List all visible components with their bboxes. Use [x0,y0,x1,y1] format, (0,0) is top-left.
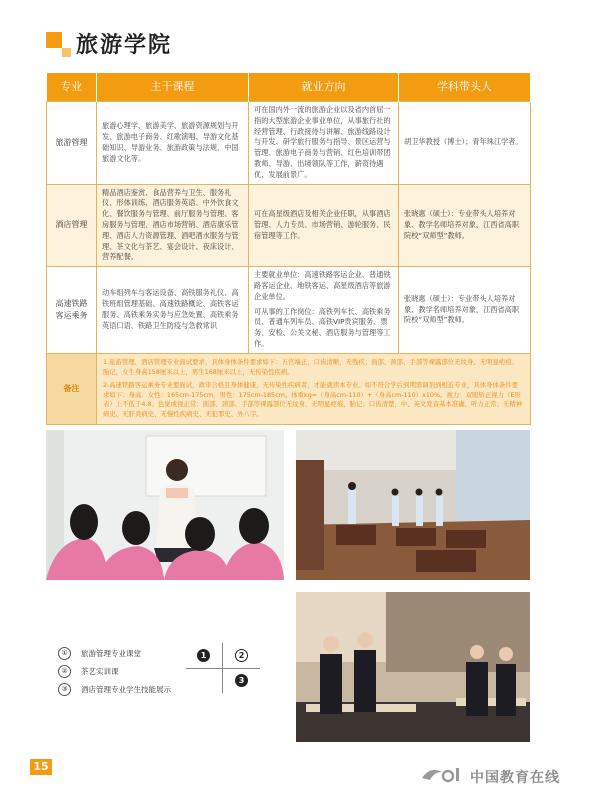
section-header [46,26,346,62]
header-accent-square [46,32,62,48]
col-header-major: 专业 [47,73,97,102]
grid-divider [186,668,260,669]
major-leader: 张晓惠（硕士）：专业带头人培养对象、教学名师培养对象，江西省高职院校“双师型”教师。 [399,184,531,267]
grid-number-2: 2 [235,649,248,662]
major-name: 旅游管理 [47,102,97,185]
table-row [47,184,531,267]
caption-item [58,644,171,662]
note-row [47,353,531,425]
grid-number-1: 1 [197,649,210,662]
major-courses: 动车组列车与客运设备、高铁服务礼仪、高铁班组管理基础、高速铁路概论、高铁客运服务、高铁乘务实务与应急处置、高铁乘务英语口语、铁路卫生防疫与急救常识 [97,267,249,354]
major-courses: 旅游心理学、旅游美学、旅游资源规划与开发、旅游电子商务、红歌演唱、导游文化基础知识、导游业务、旅游政策与法规、中国旅游文化等。 [97,102,249,185]
table-row [47,102,531,185]
careers-part-1: 主要就业单位：高速铁路客运企业、普通铁路客运企业、地铁客运、高星级酒店等旅游企业单位。 [254,270,391,301]
photo-position-key [186,643,260,693]
col-header-careers: 就业方向 [249,73,399,102]
caption-text: 茶艺实训课 [81,666,119,676]
caption-number: ② [58,665,71,678]
note-label: 备注 [47,353,97,425]
table-row [47,267,531,354]
major-name: 高速铁路客运乘务 [47,267,97,354]
tea-art-photo [296,430,530,580]
hotel-skill-photo [296,592,530,742]
brand-name: 中国教育在线 [470,770,560,786]
major-careers [249,267,399,354]
grid-number-3: 3 [235,674,248,687]
caption-number: ③ [58,683,71,696]
brand-logo [420,764,580,786]
page-number: 15 [30,759,52,775]
caption-text: 酒店管理专业学生技能展示 [81,684,171,694]
col-header-leader: 学科带头人 [399,73,531,102]
col-header-courses: 主干课程 [97,73,249,102]
page-title: 旅游学院 [76,33,173,58]
major-name: 酒店管理 [47,184,97,267]
major-courses: 精品酒店鉴赏、食品营养与卫生、服务礼仪、形体训练、酒店服务英语、中外饮食文化、餐饮服务与管理、前厅服务与管理、客房服务与管理、酒店市场营销、酒店康乐管理、酒店人力资源管理、酒吧酒水服务与管理、茶文化与茶艺、宴会设计、夜床设计、营养配餐。 [97,184,249,267]
major-careers: 可在高星级酒店及相关企业任职，从事酒店管理、人力专员、市场营销、游轮服务、民宿管理等工作。 [249,184,399,267]
classroom-photo [46,430,284,580]
caption-number: ① [58,647,71,660]
caption-item [58,680,171,698]
header-accent-square-small [62,48,71,57]
eol-logo-icon [420,764,466,784]
table-header-row [47,73,531,102]
major-leader: 张晓惠（硕士）：专业带头人培养对象、教学名师培养对象，江西省高职院校“双师型”教师。 [399,267,531,354]
photo-captions [58,644,171,698]
major-leader: 胡卫华教授（博士）；青年珠江学者。 [399,102,531,185]
note-item-1: 1.旅游管理、酒店管理专业面试要求，具体身体条件要求如下：五官端正，口齿清晰，无残疾；面部、颈部、手部等裸露部位无纹身、无明显疤痕、胎记，女生身高158厘米以上，男生168厘米以上，无传染性疾病。 [103,357,519,376]
caption-text: 旅游管理专业课堂 [81,648,141,658]
major-table [46,73,531,425]
note-content [97,353,531,425]
note-item-2: 2.高速铁路客运乘务专业要面试，政审合格且身体健康，无传染性疾病者，才能就读本专业。如不符合学后到期需调剂到相近专业，具体身体条件要求如下：身高：女性：165cm-175cm，男性：175cm-185cm。体重kg=（身高cm-110）+（身高cm-110）x10%。视力：双眼矫正视力（E形表）上不低于4.8；色觉或视正常；面部、颈部、手部等裸露部位无纹身、无明显疤痕、胎记；口齿清楚，中、英文发音基本准确、听力正常；无精神病史、无肝炎病史、无慢性疾病史、无犯罪史、外八字。 [103,380,523,419]
major-careers: 可在国内外一流的旅游企业以及省内首屈一指的大型旅游企业事业单位，从事旅行社的经营管理、行政接待与讲解、旅游线路设计与开发、研学旅行服务与指导、景区运营与管理、旅游电子商务与营销、红色培训带团教师、导游、出境领队等工作，薪资待遇优，发展前景广。 [249,102,399,185]
careers-part-2: 可从事的工作岗位：高铁列车长、高铁乘务员、普通车列车员、高铁VIP贵宾服务、票务、安检、公关文秘、酒店服务与管理等工作。 [254,306,391,348]
caption-item [58,662,171,680]
